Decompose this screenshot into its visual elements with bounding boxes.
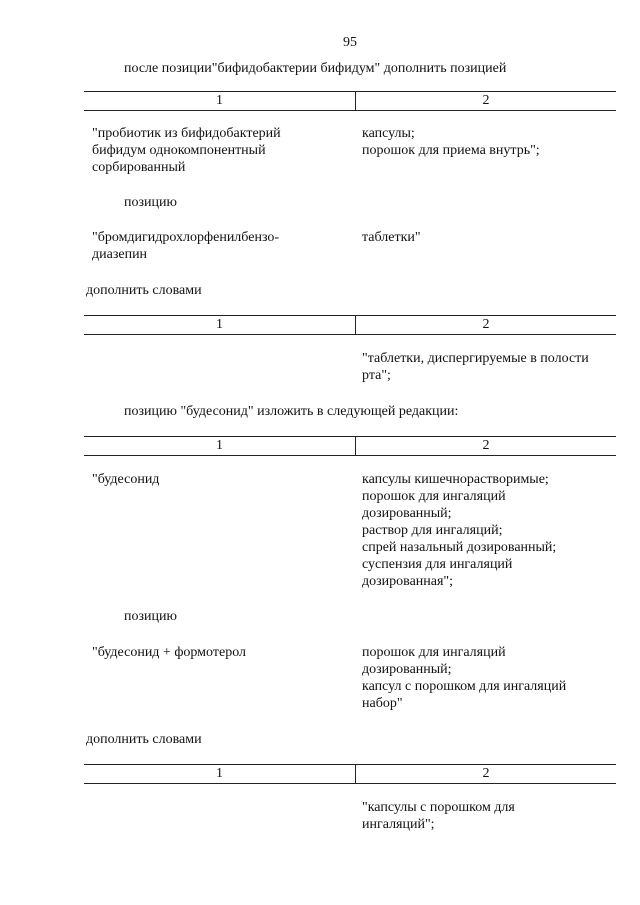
column-header-2: 2: [482, 93, 490, 108]
add-tablets-forms: "таблетки, диспергируемые в полости рта";: [362, 351, 589, 383]
budesonide-forms: капсулы кишечнорастворимые; порошок для ингаляций дозированный; раствор для ингаляций; спрей назальный дозированный; суспензия для ингаляций дозированная";: [362, 472, 557, 589]
probiotic-forms: капсулы; порошок для приема внутрь";: [362, 126, 540, 158]
table-header-bottom-border: [84, 783, 616, 784]
table-top-border: [84, 436, 616, 437]
budesonide-intro-line: позицию "будесонид" изложить в следующей редакции:: [124, 404, 459, 419]
column-header-1: 1: [216, 766, 223, 781]
bromo-forms: таблетки": [362, 230, 421, 245]
probiotic-name: "пробиотик из бифидобактерий бифидум однокомпонентный сорбированный: [92, 126, 281, 175]
table-header-bottom-border: [84, 110, 616, 111]
bromo-name: "бромдигидрохлорфенилбензо- диазепин: [92, 230, 280, 262]
position-label: позицию: [124, 195, 177, 210]
column-header-1: 1: [216, 438, 223, 453]
combo-forms: порошок для ингаляций дозированный; капсул с порошком для ингаляций набор": [362, 645, 567, 711]
add-words-line: дополнить словами: [86, 283, 202, 298]
table-top-border: [84, 315, 616, 316]
table-top-border: [84, 91, 616, 92]
table-header-bottom-border: [84, 455, 616, 456]
budesonide-name: "будесонид: [92, 472, 160, 487]
column-header-1: 1: [216, 93, 223, 108]
table-top-border: [84, 764, 616, 765]
position-label: позицию: [124, 609, 177, 624]
column-header-1: 1: [216, 317, 223, 332]
table-header-bottom-border: [84, 334, 616, 335]
combo-name: "будесонид + формотерол: [92, 645, 246, 660]
add-words-line: дополнить словами: [86, 732, 202, 747]
page-number: 95: [343, 35, 357, 50]
add-capsules-forms: "капсулы с порошком для ингаляций";: [362, 800, 515, 832]
column-header-2: 2: [482, 766, 490, 781]
column-header-2: 2: [482, 438, 490, 453]
column-header-2: 2: [482, 317, 490, 332]
intro-line: после позиции"бифидобактерии бифидум" дополнить позицией: [124, 61, 507, 76]
